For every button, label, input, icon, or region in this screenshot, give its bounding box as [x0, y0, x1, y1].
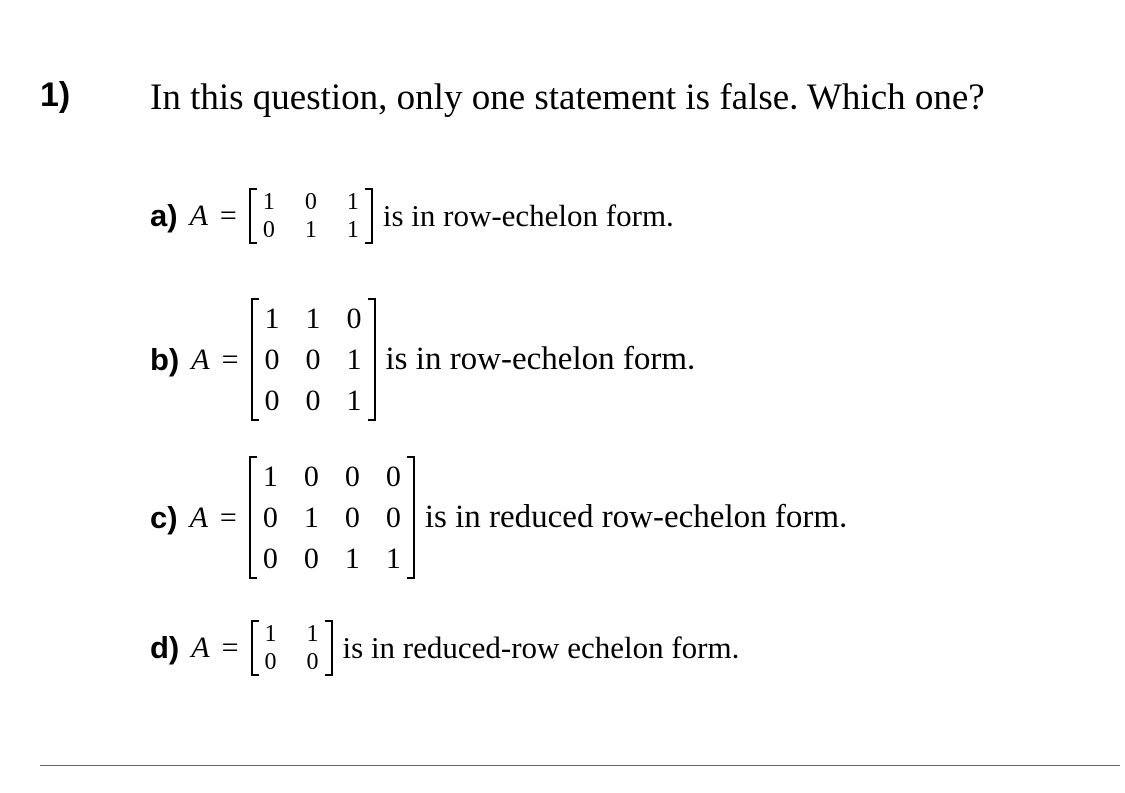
matrix-grid [257, 456, 407, 579]
equals-sign: = [219, 199, 237, 232]
matrix [251, 620, 333, 676]
right-bracket [365, 188, 373, 244]
matrix-cell: 1 [346, 189, 359, 215]
matrix-cell: 0 [264, 384, 280, 417]
matrix-cell: 0 [262, 501, 278, 534]
matrix-cell: 1 [304, 217, 317, 243]
option-label: c) [150, 499, 178, 535]
option-c[interactable] [150, 456, 847, 579]
matrix-cell: 1 [346, 217, 359, 243]
matrix-cell: 0 [264, 343, 280, 376]
option-statement: is in reduced row-echelon form. [424, 499, 848, 535]
option-statement: is in reduced-row echelon form. [342, 630, 740, 665]
matrix-cell: 0 [304, 189, 317, 215]
matrix-variable: A [189, 199, 208, 232]
option-label: a) [150, 198, 178, 233]
matrix-cell: 0 [346, 302, 362, 335]
equals-sign: = [221, 342, 239, 376]
matrix [251, 298, 376, 421]
matrix-grid [259, 298, 368, 421]
matrix-cell: 1 [262, 460, 278, 493]
option-statement: is in row-echelon form. [382, 198, 674, 233]
matrix-cell: 1 [306, 621, 319, 647]
question-number: 1) [40, 76, 71, 114]
matrix [249, 456, 415, 579]
option-b[interactable] [150, 298, 695, 421]
equals-sign: = [221, 631, 239, 664]
matrix-cell: 0 [306, 649, 319, 675]
left-bracket [249, 456, 257, 579]
matrix-cell: 1 [262, 189, 275, 215]
option-d[interactable] [150, 620, 739, 676]
matrix-cell: 0 [344, 501, 360, 534]
right-bracket [368, 298, 376, 421]
option-label: b) [150, 341, 180, 377]
matrix-variable: A [189, 500, 208, 534]
matrix [249, 188, 373, 244]
left-bracket [251, 298, 259, 421]
matrix-grid [259, 620, 325, 676]
option-statement: is in row-echelon form. [385, 341, 696, 377]
option-a[interactable] [150, 188, 674, 244]
matrix-variable: A [191, 631, 210, 664]
matrix-cell: 0 [305, 384, 321, 417]
matrix-cell: 1 [346, 384, 362, 417]
matrix-cell: 0 [385, 460, 401, 493]
question-text: In this question, only one statement is false. Which one? [150, 77, 985, 118]
matrix-cell: 1 [303, 501, 319, 534]
divider-line [40, 765, 1120, 766]
matrix-cell: 1 [264, 621, 277, 647]
left-bracket [251, 620, 259, 676]
right-bracket [325, 620, 333, 676]
matrix-cell: 1 [385, 542, 401, 575]
matrix-variable: A [191, 342, 210, 376]
matrix-cell: 0 [262, 217, 275, 243]
left-bracket [249, 188, 257, 244]
matrix-cell: 0 [305, 343, 321, 376]
matrix-grid [257, 188, 365, 244]
equals-sign: = [219, 500, 237, 534]
matrix-cell: 1 [344, 542, 360, 575]
right-bracket [407, 456, 415, 579]
matrix-cell: 1 [264, 302, 280, 335]
matrix-cell: 1 [305, 302, 321, 335]
matrix-cell: 0 [303, 460, 319, 493]
matrix-cell: 0 [262, 542, 278, 575]
matrix-cell: 0 [264, 649, 277, 675]
matrix-cell: 0 [385, 501, 401, 534]
matrix-cell: 0 [303, 542, 319, 575]
option-label: d) [150, 630, 180, 665]
matrix-cell: 1 [346, 343, 362, 376]
matrix-cell: 0 [344, 460, 360, 493]
